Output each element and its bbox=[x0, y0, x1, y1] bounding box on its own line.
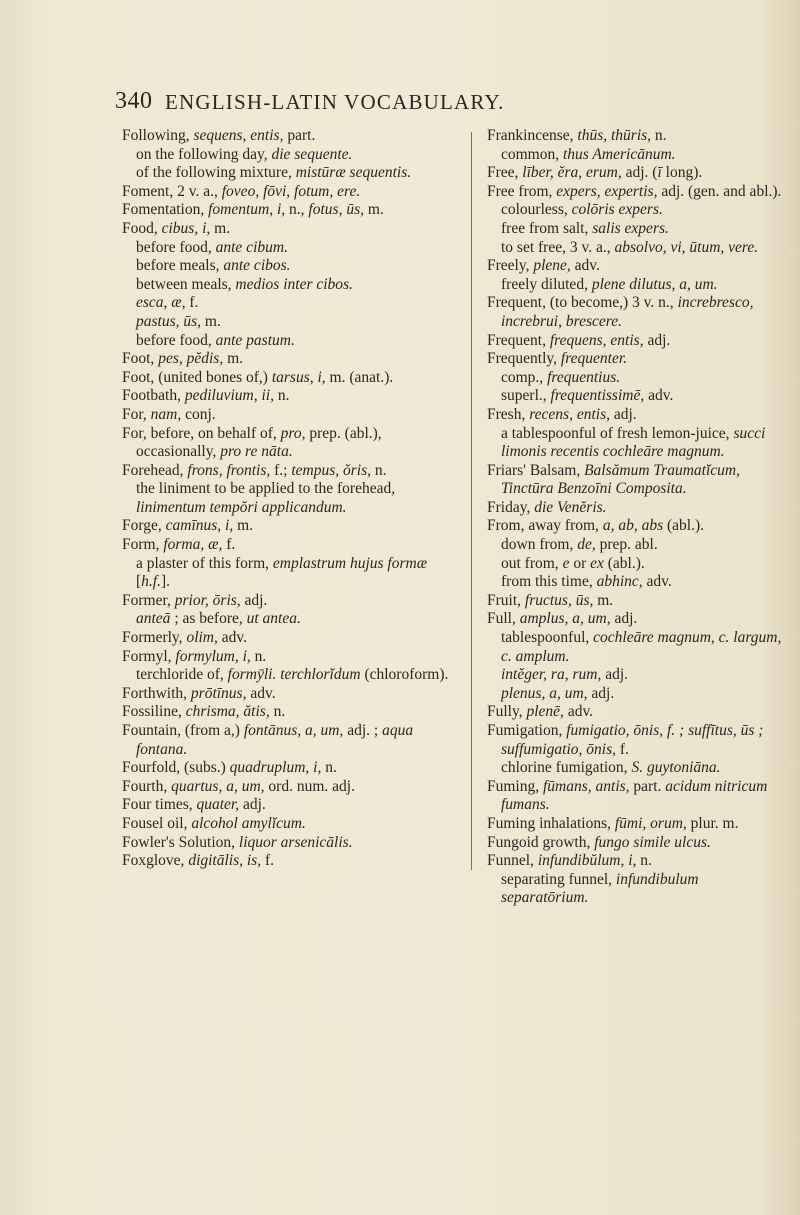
headword: Foot, bbox=[122, 368, 159, 386]
latin-term: amplus, a, um, bbox=[519, 610, 615, 628]
latin-term: frequenter. bbox=[560, 350, 628, 368]
latin-term: linimentum tempŏri applicandum. bbox=[136, 498, 347, 516]
gloss-text: adj. ( bbox=[625, 164, 658, 182]
latin-term: thūs, thūris, bbox=[577, 127, 655, 144]
headword: For, bbox=[122, 424, 151, 442]
gloss-text: away from, bbox=[528, 517, 603, 535]
latin-term: camīnus, i, bbox=[165, 517, 238, 535]
dictionary-entry bbox=[487, 183, 787, 202]
latin-term: anteā bbox=[136, 610, 175, 628]
latin-term: quadruplum, i, bbox=[229, 759, 326, 777]
sub-entry bbox=[122, 313, 462, 332]
latin-term: prior, ōris, bbox=[174, 591, 245, 609]
sub-entry bbox=[122, 276, 462, 295]
gloss-text: (united bones of,) bbox=[158, 368, 272, 386]
dictionary-entry bbox=[122, 685, 462, 704]
latin-term: sequens, entis, bbox=[193, 127, 288, 144]
latin-term: ut antea. bbox=[246, 610, 301, 628]
latin-term: quater, bbox=[196, 796, 243, 814]
dictionary-entry bbox=[487, 778, 787, 815]
gloss-text: m. bbox=[367, 201, 384, 219]
dictionary-entry bbox=[122, 350, 462, 369]
gloss-text: f.; bbox=[274, 461, 292, 479]
latin-term: pro, bbox=[280, 424, 310, 442]
dictionary-entry bbox=[122, 796, 462, 815]
latin-term: olim, bbox=[186, 629, 222, 647]
latin-term: fontānus, a, um, bbox=[243, 722, 348, 739]
latin-term: acidum nitricum fumans. bbox=[501, 777, 768, 814]
latin-term: prōtīnus, bbox=[190, 684, 251, 702]
headword: For, bbox=[122, 405, 151, 423]
column-divider bbox=[471, 132, 472, 870]
dictionary-entry bbox=[122, 592, 462, 611]
gloss-text: (abl.). bbox=[666, 517, 704, 535]
latin-term: tempus, ŏris, bbox=[291, 461, 375, 479]
dictionary-entry bbox=[487, 852, 787, 871]
gloss-text: freely diluted, bbox=[501, 275, 592, 293]
dictionary-entry bbox=[487, 592, 787, 611]
latin-term: formȳli. terchlorĭdum bbox=[227, 666, 365, 684]
latin-term: pastus, ūs, bbox=[136, 312, 205, 330]
latin-term: liquor arsenicālis. bbox=[238, 833, 353, 851]
headword: Fourth, bbox=[122, 777, 172, 795]
sub-entry bbox=[122, 257, 462, 276]
latin-term: increbresco, increbrui, brescere. bbox=[501, 294, 754, 330]
gloss-text: m. bbox=[204, 312, 221, 330]
sub-entry bbox=[487, 629, 787, 666]
latin-term: plene dilutus, a, um. bbox=[591, 275, 718, 293]
dictionary-entry bbox=[487, 127, 787, 146]
gloss-text: adv. bbox=[648, 387, 674, 405]
latin-term: frequens, entis, bbox=[549, 331, 648, 349]
gloss-text: before, on behalf of, bbox=[150, 424, 281, 442]
latin-term: die Venĕris. bbox=[534, 498, 607, 516]
latin-term: chrisma, ătis, bbox=[185, 703, 274, 721]
headword: Foment, bbox=[122, 182, 178, 200]
sub-entry bbox=[122, 610, 462, 629]
latin-term: frons, frontis, bbox=[187, 461, 275, 479]
gloss-text: colourless, bbox=[501, 201, 572, 219]
latin-term: fumigatio, ōnis, f. ; suffītus, ūs ; suffumigatio, ōnis, bbox=[501, 722, 764, 758]
headword: Fousel oil, bbox=[122, 814, 192, 832]
latin-term: h.f. bbox=[141, 573, 161, 591]
gloss-text: adj. ; bbox=[347, 722, 383, 739]
headword: From, bbox=[487, 517, 529, 535]
gloss-text: before food, bbox=[136, 331, 216, 349]
dictionary-entry bbox=[122, 220, 462, 239]
headword: Foot, bbox=[122, 350, 159, 368]
sub-entry bbox=[487, 871, 787, 908]
latin-term: recens, entis, bbox=[529, 405, 614, 423]
dictionary-entry bbox=[487, 703, 787, 722]
dictionary-entry bbox=[487, 294, 787, 331]
dictionary-entry bbox=[487, 834, 787, 853]
gloss-text: the liniment to be applied to the forehead, bbox=[136, 480, 396, 498]
latin-term: fungo simile ulcus. bbox=[594, 833, 711, 851]
latin-term: quartus, a, um, bbox=[171, 777, 269, 795]
sub-entry bbox=[487, 666, 787, 685]
latin-term: mistūræ sequentis. bbox=[295, 164, 412, 182]
sub-entry bbox=[122, 146, 462, 165]
latin-term: emplastrum hujus formæ bbox=[272, 554, 428, 572]
latin-term: plene, bbox=[533, 257, 575, 275]
gloss-text: prep. (abl.), occasionally, bbox=[136, 424, 382, 461]
gloss-text: comp., bbox=[501, 368, 548, 386]
dictionary-entry bbox=[487, 406, 787, 425]
latin-term: intĕger, ra, rum, bbox=[501, 666, 606, 684]
dictionary-entry bbox=[487, 610, 787, 629]
dictionary-entry bbox=[487, 257, 787, 276]
left-column bbox=[122, 127, 462, 871]
gloss-text: adv. bbox=[221, 629, 247, 647]
headword: Full, bbox=[487, 610, 520, 628]
dictionary-entry bbox=[487, 350, 787, 369]
gloss-text: part. bbox=[633, 777, 666, 795]
headword: Fresh, bbox=[487, 405, 530, 423]
gloss-text: part. bbox=[287, 127, 316, 144]
latin-term: ante pastum. bbox=[215, 331, 295, 349]
gloss-text: adj. bbox=[614, 610, 638, 628]
headword: Four times, bbox=[122, 796, 197, 814]
dictionary-entry bbox=[122, 852, 462, 871]
sub-entry bbox=[122, 480, 462, 517]
gloss-text: m. bbox=[227, 350, 244, 368]
gloss-text: f. bbox=[226, 536, 236, 554]
gloss-text: ]. bbox=[160, 573, 171, 591]
sub-entry bbox=[487, 573, 787, 592]
latin-term: ante cibos. bbox=[223, 257, 291, 275]
headword: Frequent, bbox=[487, 331, 550, 349]
gloss-text: to set free, 3 v. a., bbox=[501, 238, 615, 256]
sub-entry bbox=[487, 220, 787, 239]
sub-entry bbox=[122, 239, 462, 258]
latin-term: de, bbox=[577, 536, 600, 554]
dictionary-entry bbox=[122, 406, 462, 425]
latin-term: ex bbox=[590, 554, 608, 572]
dictionary-entry bbox=[122, 703, 462, 722]
sub-entry bbox=[487, 146, 787, 165]
gloss-text: n. bbox=[254, 647, 267, 665]
headword: Fomentation, bbox=[122, 201, 209, 219]
dictionary-entry bbox=[122, 759, 462, 778]
gloss-text: adv. bbox=[574, 257, 600, 275]
latin-term: pes, pĕdis, bbox=[158, 350, 228, 368]
gloss-text: f. bbox=[619, 740, 629, 758]
dictionary-entry bbox=[487, 332, 787, 351]
gloss-text: f. bbox=[189, 294, 199, 312]
gloss-text: separating funnel, bbox=[501, 870, 616, 888]
dictionary-entry bbox=[122, 369, 462, 388]
latin-term: frequentissimē, bbox=[550, 387, 649, 405]
sub-entry bbox=[122, 555, 462, 592]
gloss-text: (from a,) bbox=[184, 722, 244, 739]
latin-term: cibus, i, bbox=[161, 219, 215, 237]
gloss-text: free from salt, bbox=[501, 219, 593, 237]
dictionary-entry bbox=[122, 201, 462, 220]
dictionary-entry bbox=[122, 127, 462, 146]
gloss-text: m. bbox=[237, 517, 254, 535]
headword: Formerly, bbox=[122, 629, 187, 647]
headword: Forthwith, bbox=[122, 684, 191, 702]
latin-term: fūmi, orum, bbox=[614, 814, 691, 832]
dictionary-entry bbox=[122, 425, 462, 462]
dictionary-entry bbox=[122, 629, 462, 648]
sub-entry bbox=[487, 276, 787, 295]
latin-term: succi limonis recentis cochleāre magnum. bbox=[501, 424, 766, 461]
latin-term: fūmans, antis, bbox=[542, 777, 634, 795]
headword: Fumigation, bbox=[487, 722, 567, 739]
gloss-text: of the following mixture, bbox=[136, 164, 296, 182]
headword: Frequent, bbox=[487, 294, 550, 312]
headword: Free, bbox=[487, 164, 523, 182]
latin-term: foveo, fōvi, fotum, ere. bbox=[221, 182, 361, 200]
gloss-text: common, bbox=[501, 145, 563, 163]
headword: Free from, bbox=[487, 182, 557, 200]
gloss-text: [ bbox=[136, 573, 142, 591]
latin-term: S. guytoniāna. bbox=[631, 759, 721, 777]
gloss-text: (chloroform). bbox=[364, 666, 449, 684]
latin-term: nam, bbox=[150, 405, 186, 423]
latin-term: forma, æ, bbox=[163, 536, 227, 554]
gloss-text: from this time, bbox=[501, 573, 597, 591]
headword: Formyl, bbox=[122, 647, 176, 665]
latin-term: die sequente. bbox=[271, 145, 353, 163]
gloss-text: adj. bbox=[613, 405, 637, 423]
gloss-text: n. bbox=[654, 127, 667, 144]
gloss-text: out from, bbox=[501, 554, 563, 572]
headword: Fully, bbox=[487, 703, 527, 721]
dictionary-entry bbox=[122, 387, 462, 406]
sub-entry bbox=[487, 425, 787, 462]
dictionary-entry bbox=[122, 462, 462, 481]
latin-term: infundibulum separatōrium. bbox=[501, 870, 699, 907]
gloss-text: ord. num. adj. bbox=[268, 777, 355, 795]
gloss-text: tablespoonful, bbox=[501, 629, 594, 647]
gloss-text: n. bbox=[640, 852, 652, 870]
gloss-text: chlorine fumigation, bbox=[501, 759, 632, 777]
latin-term: formylum, i, bbox=[175, 647, 255, 665]
sub-entry bbox=[122, 294, 462, 313]
dictionary-entry bbox=[487, 815, 787, 834]
sub-entry bbox=[122, 164, 462, 183]
dictionary-entry bbox=[122, 722, 462, 759]
latin-term: salis expers. bbox=[592, 219, 669, 237]
gloss-text: m. bbox=[597, 591, 614, 609]
latin-term: e bbox=[562, 554, 574, 572]
gloss-text: a tablespoonful of fresh lemon-juice, bbox=[501, 424, 734, 442]
headword: Form, bbox=[122, 536, 164, 554]
latin-term: ante cibum. bbox=[215, 238, 288, 256]
latin-term: expers, expertis, bbox=[556, 182, 662, 200]
headword: Former, bbox=[122, 591, 175, 609]
gloss-text: between meals, bbox=[136, 275, 236, 293]
gloss-text: long). bbox=[665, 164, 703, 182]
gloss-text: m. (anat.). bbox=[329, 368, 394, 386]
headword: Following, bbox=[122, 127, 194, 144]
headword: Foxglove, bbox=[122, 852, 189, 870]
headword: Forge, bbox=[122, 517, 166, 535]
latin-term: tarsus, i, bbox=[271, 368, 330, 386]
page-header bbox=[115, 88, 795, 118]
gloss-text: ; as before, bbox=[174, 610, 247, 628]
latin-term: Balsămum Traumatĭcum, Tinctūra Benzoīni Composita. bbox=[501, 461, 740, 498]
headword: Footbath, bbox=[122, 387, 185, 405]
headword: Fourfold, bbox=[122, 759, 184, 777]
sub-entry bbox=[487, 387, 787, 406]
latin-term: frequentius. bbox=[547, 368, 621, 386]
latin-term: alcohol amylĭcum. bbox=[191, 814, 306, 832]
dictionary-entry bbox=[122, 517, 462, 536]
sub-entry bbox=[487, 369, 787, 388]
dictionary-entry bbox=[122, 183, 462, 202]
gloss-text: superl., bbox=[501, 387, 551, 405]
latin-term: cochleāre magnum, c. largum, c. amplum. bbox=[501, 629, 782, 665]
headword: Forehead, bbox=[122, 461, 188, 479]
headword: Fountain, bbox=[122, 722, 185, 739]
dictionary-entry bbox=[122, 815, 462, 834]
headword: Friars' Balsam, bbox=[487, 461, 585, 479]
sub-entry bbox=[122, 666, 462, 685]
latin-term: fructus, ūs, bbox=[524, 591, 598, 609]
gloss-text: (to become,) 3 v. n., bbox=[549, 294, 678, 312]
latin-term: fomentum, i, bbox=[208, 201, 290, 219]
dictionary-entry bbox=[487, 517, 787, 536]
sub-entry bbox=[487, 536, 787, 555]
headword: Food, bbox=[122, 219, 162, 237]
headword: Frankincense, bbox=[487, 127, 578, 144]
latin-term: absolvo, vi, ūtum, vere. bbox=[614, 238, 759, 256]
headword: Fuming inhalations, bbox=[487, 814, 615, 832]
dictionary-entry bbox=[487, 722, 787, 759]
sub-entry bbox=[487, 555, 787, 574]
gloss-text: or bbox=[573, 554, 591, 572]
gloss-text: m. bbox=[214, 219, 231, 237]
dictionary-entry bbox=[487, 462, 787, 499]
headword: Fruit, bbox=[487, 591, 525, 609]
gloss-text: (subs.) bbox=[184, 759, 230, 777]
gloss-text: 2 v. a., bbox=[177, 182, 222, 200]
gloss-text: adv. bbox=[250, 684, 276, 702]
dictionary-entry bbox=[487, 499, 787, 518]
latin-term: a, ab, abs bbox=[602, 517, 667, 535]
dictionary-entry bbox=[122, 834, 462, 853]
sub-entry bbox=[122, 332, 462, 351]
headword: Fungoid growth, bbox=[487, 833, 595, 851]
gloss-text: adj. bbox=[647, 331, 671, 349]
gloss-text: adj. bbox=[605, 666, 629, 684]
gloss-text: f. bbox=[264, 852, 275, 870]
gloss-text: a plaster of this form, bbox=[136, 554, 273, 572]
gloss-text: n. bbox=[277, 387, 290, 405]
latin-term: pro re nāta. bbox=[220, 443, 293, 461]
gloss-text: adv. bbox=[567, 703, 594, 721]
sub-entry bbox=[487, 201, 787, 220]
gloss-text: on the following day, bbox=[136, 145, 272, 163]
sub-entry bbox=[487, 239, 787, 258]
dictionary-entry bbox=[487, 164, 787, 183]
headword: Funnel, bbox=[487, 852, 538, 870]
gloss-text: before food, bbox=[136, 238, 216, 256]
headword: Friday, bbox=[487, 498, 535, 516]
gloss-text: n. bbox=[325, 759, 337, 777]
gloss-text: adv. bbox=[646, 573, 672, 591]
gloss-text: plur. m. bbox=[690, 814, 739, 832]
sub-entry bbox=[487, 759, 787, 778]
gloss-text: n. bbox=[273, 703, 286, 721]
headword: Fuming, bbox=[487, 777, 543, 795]
page-number: 340 bbox=[115, 88, 153, 114]
latin-term: infundibŭlum, i, bbox=[537, 852, 641, 870]
latin-term: thus Americānum. bbox=[563, 145, 676, 163]
dictionary-entry bbox=[122, 648, 462, 667]
gloss-text: prep. abl. bbox=[599, 536, 658, 554]
latin-term: esca, æ, bbox=[136, 294, 190, 312]
latin-term: colōris expers. bbox=[571, 201, 663, 219]
gloss-text: adj. bbox=[591, 684, 615, 702]
headword: Fossiline, bbox=[122, 703, 186, 721]
gloss-text: before meals, bbox=[136, 257, 224, 275]
latin-term: abhinc, bbox=[596, 573, 647, 591]
gloss-text: adj. bbox=[244, 591, 268, 609]
headword: Freely, bbox=[487, 257, 534, 275]
latin-term: fotus, ūs, bbox=[308, 201, 368, 219]
latin-term: plenus, a, um, bbox=[501, 684, 592, 702]
running-title: ENGLISH-LATIN VOCABULARY. bbox=[165, 90, 505, 114]
gloss-text: (abl.). bbox=[607, 554, 645, 572]
headword: Frequently, bbox=[487, 350, 561, 368]
gloss-text: adj. (gen. and abl.). bbox=[661, 182, 782, 200]
gloss-text: n., bbox=[289, 201, 309, 219]
latin-term: līber, ĕra, erum, bbox=[522, 164, 626, 182]
gloss-text: adj. bbox=[243, 796, 266, 814]
latin-term: plenē, bbox=[526, 703, 568, 721]
gloss-text: conj. bbox=[185, 405, 216, 423]
sub-entry bbox=[487, 685, 787, 704]
latin-term: pediluvium, ii, bbox=[184, 387, 278, 405]
latin-term: ī bbox=[657, 164, 666, 182]
dictionary-entry bbox=[122, 536, 462, 555]
latin-term: aqua fontana. bbox=[136, 722, 414, 758]
latin-term: digitālis, is, bbox=[188, 852, 265, 870]
gloss-text: down from, bbox=[501, 536, 578, 554]
latin-term: medios inter cibos. bbox=[235, 275, 353, 293]
gloss-text: n. bbox=[374, 461, 387, 479]
right-column bbox=[487, 127, 787, 908]
gloss-text: terchloride of, bbox=[136, 666, 228, 684]
dictionary-entry bbox=[122, 778, 462, 797]
headword: Fowler's Solution, bbox=[122, 833, 239, 851]
